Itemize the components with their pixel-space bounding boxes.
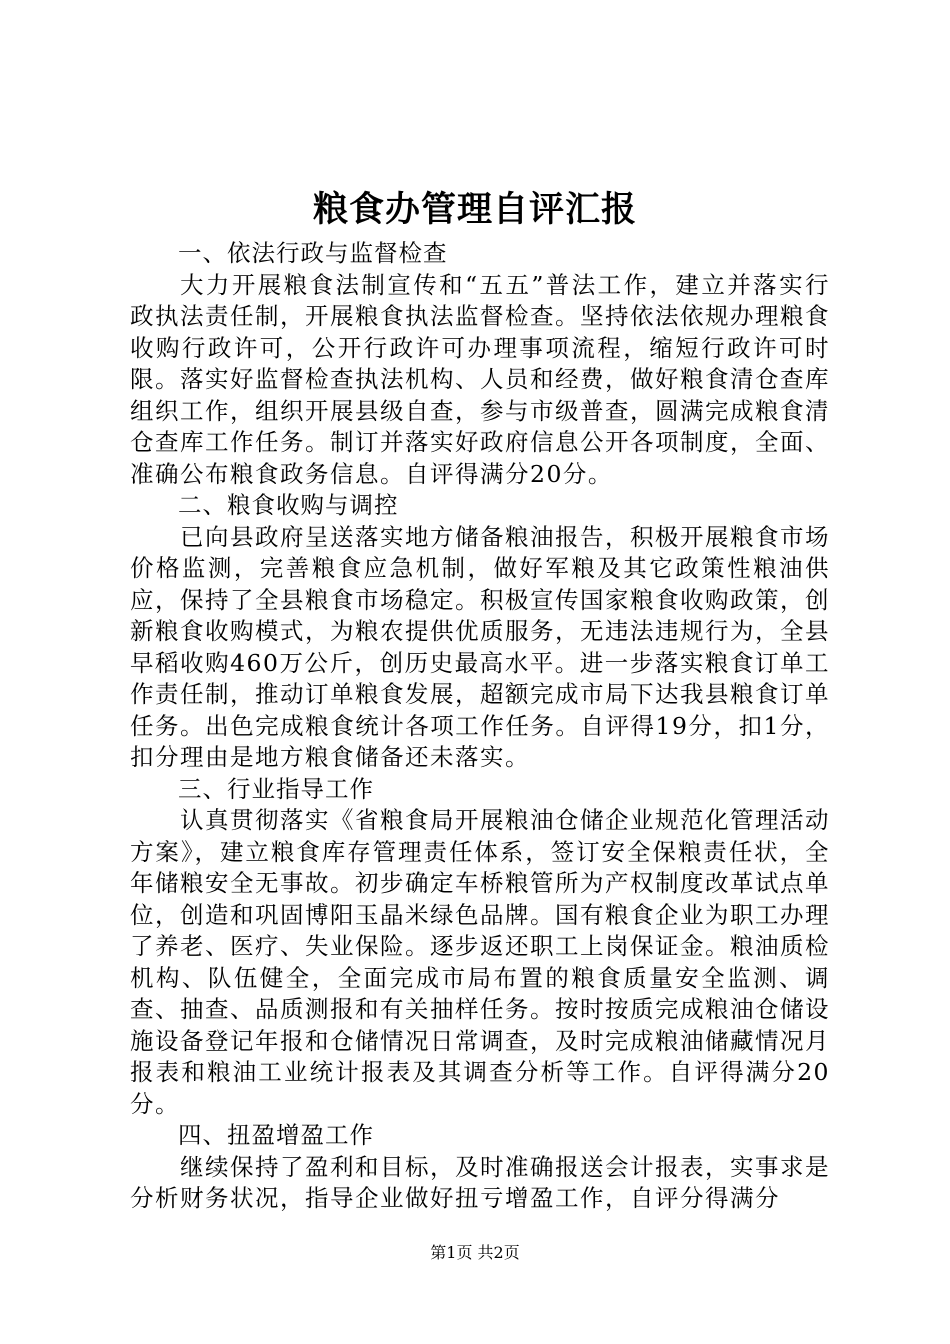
section-4-heading: 四、扭盈增盈工作 [178, 1121, 374, 1149]
section-3-heading: 三、行业指导工作 [178, 774, 374, 803]
document-title: 粮食办管理自评汇报 [312, 189, 637, 230]
section-1-paragraph: 大力开展粮食法制宣传和“五五”普法工作，建立并落实行政执法责任制，开展粮食执法监督检查。坚持依法依规办理粮食收购行政许可，公开行政许可办理事项流程，缩短行政许可时限。落实好监督检查执法机构、人员和经费，做好粮食清仓查库组织工作，组织开展县级自查，参与市级普查，圆满完成粮食清仓查库工作任务。制订并落实好政府信息公开各项制度，全面、准确公布粮食政务信息。自评得满分20分。 [130, 270, 830, 488]
page-number-footer: 第1页 共2页 [430, 1243, 520, 1262]
document-body [130, 238, 830, 1215]
section-4-paragraph: 继续保持了盈利和目标，及时准确报送会计报表，实事求是分析财务状况，指导企业做好扭亏增盈工作，自评分得满分 [130, 1152, 830, 1212]
section-3-paragraph: 认真贯彻落实《省粮食局开展粮油仓储企业规范化管理活动方案》，建立粮食库存管理责任体系，签订安全保粮责任状，全年储粮安全无事故。初步确定车桥粮管所为产权制度改革试点单位，创造和巩固博阳玉晶米绿色品牌。国有粮食企业为职工办理了养老、医疗、失业保险。逐步返还职工上岗保证金。粮油质检机构、队伍健全，全面完成市局布置的粮食质量安全监测、调查、抽查、品质测报和有关抽样任务。按时按质完成粮油仓储设施设备登记年报和仓储情况日常调查，及时完成粮油储藏情况月报表和粮油工业统计报表及其调查分析等工作。自评得满分20分。 [130, 806, 830, 1118]
section-2-paragraph: 已向县政府呈送落实地方储备粮油报告，积极开展粮食市场价格监测，完善粮食应急机制，做好军粮及其它政策性粮油供应，保持了全县粮食市场稳定。积极宣传国家粮食收购政策，创新粮食收购模式，为粮农提供优质服务，无违法违规行为，全县早稻收购460万公斤，创历史最高水平。进一步落实粮食订单工作责任制，推动订单粮食发展，超额完成市局下达我县粮食订单任务。出色完成粮食统计各项工作任务。自评得19分，扣1分，扣分理由是地方粮食储备还未落实。 [130, 522, 830, 771]
section-1-heading: 一、依法行政与监督检查 [178, 239, 448, 267]
section-2-heading: 二、粮食收购与调控 [178, 491, 399, 519]
